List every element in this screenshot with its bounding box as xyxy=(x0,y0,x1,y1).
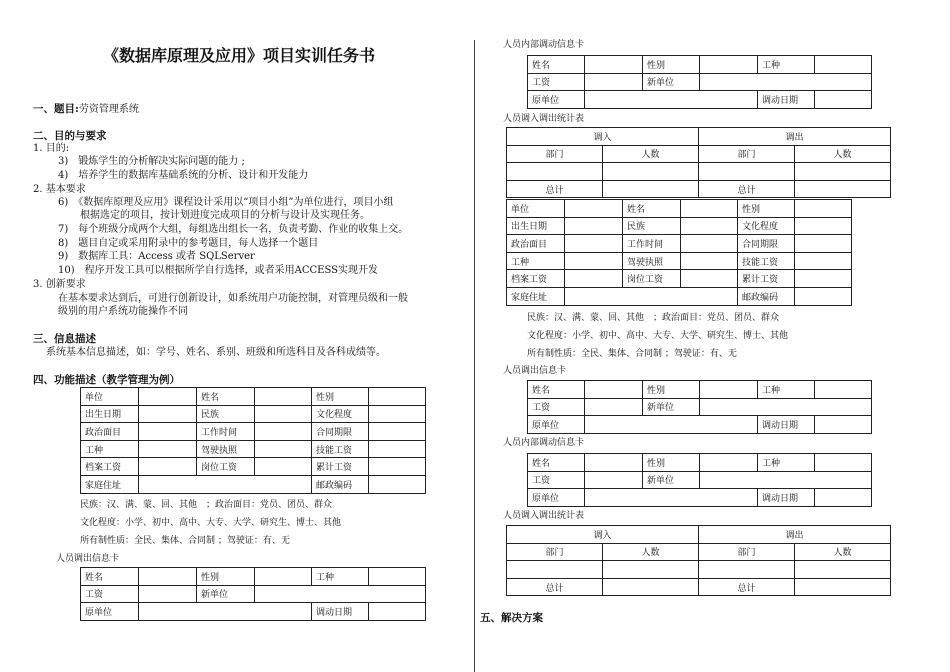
section2-p3: 3. 创新要求 xyxy=(33,279,86,290)
table-row xyxy=(81,405,426,423)
label-gender: 性别 xyxy=(643,381,700,399)
table-row xyxy=(528,489,872,507)
caption-transfer-out-left: 人员调出信息卡 xyxy=(56,554,120,564)
label-dept: 单位 xyxy=(81,388,139,406)
label-transfer-date: 调动日期 xyxy=(758,489,815,507)
label-name: 姓名 xyxy=(528,381,585,399)
table-row xyxy=(507,163,891,181)
label-out: 调出 xyxy=(699,128,891,146)
table-row xyxy=(528,398,872,416)
table-row xyxy=(507,145,891,163)
table-row xyxy=(81,388,426,406)
label-gender: 性别 xyxy=(312,388,369,406)
label-archive-wage: 档案工资 xyxy=(81,458,139,476)
label-in: 调入 xyxy=(507,128,699,146)
internal-transfer-card-1 xyxy=(527,55,872,109)
transfer-out-card-right xyxy=(527,380,872,434)
label-in: 调入 xyxy=(507,526,699,544)
label-total: 总计 xyxy=(507,578,603,596)
label-wage: 工资 xyxy=(528,398,585,416)
label-name: 姓名 xyxy=(528,454,585,472)
note-ethnic-left: 民族：汉、满、蒙、回、其他 ；政治面目：党员、团员、群众 xyxy=(80,500,333,510)
label-political: 政治面目 xyxy=(81,423,139,441)
caption-stats-2: 人员调入调出统计表 xyxy=(503,511,585,521)
label-count: 人数 xyxy=(795,145,891,163)
label-new-unit: 新单位 xyxy=(643,471,700,489)
section2-p2-item1b: 根据选定的项目，按计划进度完成项目的分析与设计及实现任务。 xyxy=(80,210,370,221)
label-old-unit: 原单位 xyxy=(528,489,585,507)
label-name: 姓名 xyxy=(528,56,585,74)
label-license: 驾驶执照 xyxy=(197,440,255,458)
table-row xyxy=(528,454,872,472)
label-ethnic: 民族 xyxy=(623,217,681,235)
label-edu: 文化程度 xyxy=(312,405,369,423)
label-address: 家庭住址 xyxy=(507,287,565,305)
section2-p2-item3: 8) 题目自定或采用附录中的参考题目，每人选择一个题目 xyxy=(58,238,319,249)
table-row xyxy=(528,73,872,91)
table-row xyxy=(507,270,852,288)
label-wage: 工资 xyxy=(528,73,585,91)
table-row xyxy=(507,128,891,146)
section2-heading: 二、目的与要求 xyxy=(33,130,107,142)
section3-heading: 三、信息描述 xyxy=(33,333,96,345)
label-cum-wage: 累计工资 xyxy=(312,458,369,476)
internal-transfer-card-2 xyxy=(527,453,872,507)
section2-p2-item2: 7) 每个班级分成两个大组，每组选出组长一名，负责考勤、作业的收集上交。 xyxy=(58,224,409,235)
table-row xyxy=(528,56,872,74)
label-section: 部门 xyxy=(699,145,795,163)
label-transfer-date: 调动日期 xyxy=(312,603,369,621)
table-row xyxy=(528,471,872,489)
section3-text: 系统基本信息描述，如：学号、姓名、系别、班级和所选科目及各科成绩等。 xyxy=(46,347,386,358)
label-gender: 性别 xyxy=(738,200,795,218)
label-gender: 性别 xyxy=(643,56,700,74)
note-ownership-right: 所有制性质：全民、集体、合同制 ；驾驶证：有、无 xyxy=(527,349,737,359)
stats-table-1 xyxy=(506,127,891,198)
label-new-unit: 新单位 xyxy=(643,398,700,416)
label-out: 调出 xyxy=(699,526,891,544)
label-total: 总计 xyxy=(699,180,795,198)
label-wage: 工资 xyxy=(528,471,585,489)
label-post-wage: 岗位工资 xyxy=(197,458,255,476)
label-archive-wage: 档案工资 xyxy=(507,270,565,288)
label-old-unit: 原单位 xyxy=(528,416,585,434)
label-edu: 文化程度 xyxy=(738,217,795,235)
label-total: 总计 xyxy=(507,180,603,198)
table-row xyxy=(81,458,426,476)
note-edu-left: 文化程度：小学、初中、高中、大专、大学、研究生、博士、其他 xyxy=(80,518,342,528)
label-postcode: 邮政编码 xyxy=(312,475,369,493)
label-count: 人数 xyxy=(603,543,699,561)
table-row xyxy=(507,180,891,198)
label-transfer-date: 调动日期 xyxy=(758,91,815,109)
section2-p2-item4: 9) 数据库工具：Access 或者 SQLServer xyxy=(58,251,255,262)
personnel-info-table-left xyxy=(80,387,426,494)
table-row xyxy=(81,585,426,603)
label-name: 姓名 xyxy=(197,388,255,406)
section2-p2: 2. 基本要求 xyxy=(33,184,86,195)
section1-text: 劳资管理系统 xyxy=(78,104,139,115)
doc-title: 《数据库原理及应用》项目实训任务书 xyxy=(103,46,376,65)
label-section: 部门 xyxy=(507,543,603,561)
caption-transfer-out-right: 人员调出信息卡 xyxy=(503,366,567,376)
label-political: 政治面目 xyxy=(507,235,565,253)
label-count: 人数 xyxy=(603,145,699,163)
label-job: 工种 xyxy=(81,440,139,458)
table-row xyxy=(507,561,891,579)
label-new-unit: 新单位 xyxy=(643,73,700,91)
label-skill-wage: 技能工资 xyxy=(312,440,369,458)
note-edu-right: 文化程度：小学、初中、高中、大专、大学、研究生、博士、其他 xyxy=(527,331,789,341)
table-row xyxy=(507,578,891,596)
table-row xyxy=(507,252,852,270)
label-old-unit: 原单位 xyxy=(528,91,585,109)
label-old-unit: 原单位 xyxy=(81,603,139,621)
label-job: 工种 xyxy=(758,454,815,472)
label-ethnic: 民族 xyxy=(197,405,255,423)
table-row xyxy=(81,440,426,458)
column-divider xyxy=(474,40,475,672)
section1 xyxy=(33,103,139,116)
label-section: 部门 xyxy=(507,145,603,163)
table-row xyxy=(81,568,426,586)
transfer-out-card-left xyxy=(80,567,426,621)
label-name: 姓名 xyxy=(623,200,681,218)
label-wage: 工资 xyxy=(81,585,139,603)
table-row xyxy=(81,423,426,441)
label-birth: 出生日期 xyxy=(507,217,565,235)
section2-p1: 1. 目的: xyxy=(33,143,70,154)
section2-p3-line1: 在基本要求达到后，可进行创新设计，如系统用户功能控制，对管理员级和一般 xyxy=(58,293,408,304)
label-skill-wage: 技能工资 xyxy=(738,252,795,270)
table-row xyxy=(81,475,426,493)
table-row xyxy=(507,287,852,305)
table-row xyxy=(507,217,852,235)
table-row xyxy=(528,416,872,434)
section2-p2-item1: 6) 《数据库原理及应用》课程设计采用以“项目小组”为单位进行，项目小组 xyxy=(58,197,394,208)
label-gender: 性别 xyxy=(643,454,700,472)
table-row xyxy=(528,381,872,399)
label-contract: 合同期限 xyxy=(738,235,795,253)
label-birth: 出生日期 xyxy=(81,405,139,423)
label-postcode: 邮政编码 xyxy=(738,287,795,305)
label-job: 工种 xyxy=(758,56,815,74)
section5-heading: 五、解决方案 xyxy=(480,612,543,624)
section2-p2-item5: 10) 程序开发工具可以根据所学自行选择，或者采用ACCESS实现开发 xyxy=(58,265,378,276)
label-contract: 合同期限 xyxy=(312,423,369,441)
label-job: 工种 xyxy=(312,568,369,586)
caption-stats-1: 人员调入调出统计表 xyxy=(503,114,585,124)
label-total: 总计 xyxy=(699,578,795,596)
table-row xyxy=(507,543,891,561)
table-row xyxy=(507,200,852,218)
label-post-wage: 岗位工资 xyxy=(623,270,681,288)
label-license: 驾驶执照 xyxy=(623,252,681,270)
table-row xyxy=(507,235,852,253)
note-ownership-left: 所有制性质：全民、集体、合同制 ；驾驶证：有、无 xyxy=(80,536,290,546)
note-ethnic-right: 民族：汉、满、蒙、回、其他 ；政治面目：党员、团员、群众 xyxy=(527,313,780,323)
table-row xyxy=(507,526,891,544)
section2-p1-item1: 3) 锻炼学生的分析解决实际问题的能力 ; xyxy=(58,156,245,167)
table-row xyxy=(81,603,426,621)
label-work-time: 工作时间 xyxy=(623,235,681,253)
stats-table-2 xyxy=(506,525,891,596)
label-address: 家庭住址 xyxy=(81,475,139,493)
label-transfer-date: 调动日期 xyxy=(758,416,815,434)
section2-p1-item2: 4) 培养学生的数据库基础系统的分析、设计和开发能力 xyxy=(58,170,309,181)
table-row xyxy=(528,91,872,109)
label-job: 工种 xyxy=(758,381,815,399)
label-count: 人数 xyxy=(795,543,891,561)
label-new-unit: 新单位 xyxy=(197,585,255,603)
personnel-info-table-right xyxy=(506,199,852,306)
label-work-time: 工作时间 xyxy=(197,423,255,441)
section1-heading: 一、题目: xyxy=(33,103,79,115)
label-cum-wage: 累计工资 xyxy=(738,270,795,288)
caption-internal-2: 人员内部调动信息卡 xyxy=(503,438,585,448)
section4-heading: 四、功能描述（教学管理为例） xyxy=(33,374,180,386)
label-dept: 单位 xyxy=(507,200,565,218)
label-name: 姓名 xyxy=(81,568,139,586)
label-gender: 性别 xyxy=(197,568,255,586)
label-section: 部门 xyxy=(699,543,795,561)
caption-internal-1: 人员内部调动信息卡 xyxy=(503,40,585,50)
section2-p3-line2: 级别的用户系统功能操作不同 xyxy=(58,306,188,317)
label-job: 工种 xyxy=(507,252,565,270)
